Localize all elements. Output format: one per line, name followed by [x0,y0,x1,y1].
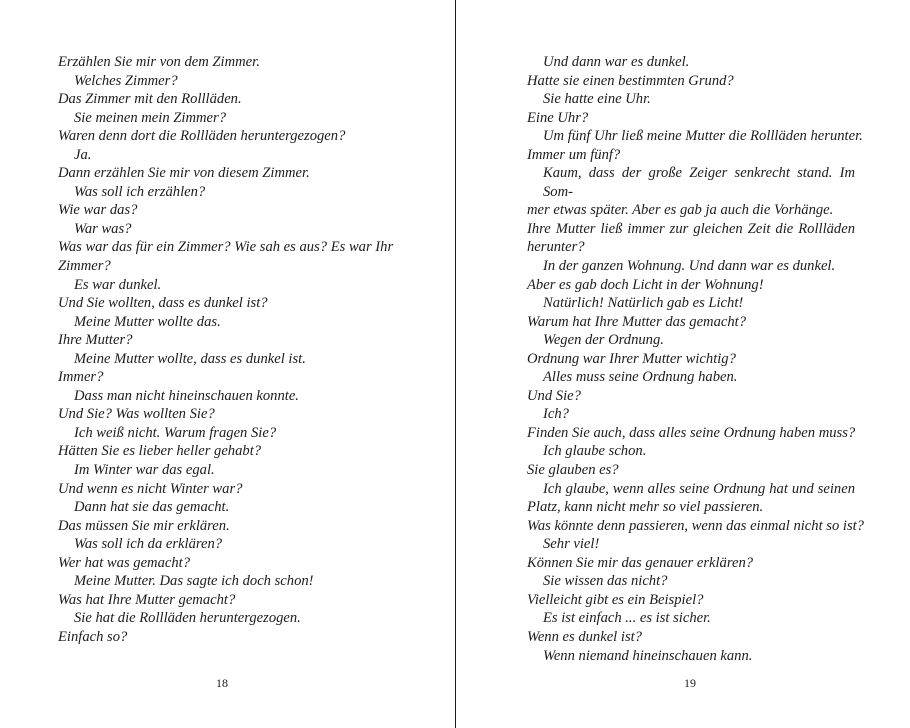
answer-line: Und dann war es dunkel. [543,54,690,70]
answer-line: War was? [74,220,132,237]
question-line: Warum hat Ihre Mutter das gemacht? [527,313,747,330]
question-line: Wenn es dunkel ist? [527,628,642,645]
answer-line: Ich glaube, wenn alles seine Ordnung hat und seinen [543,480,855,497]
question-line: Wer hat was gemacht? [58,554,191,571]
question-line: mer etwas später. Aber es gab ja auch die Vorhänge. [527,202,834,219]
question-line: Und wenn es nicht Winter war? [58,480,243,497]
answer-line: Dann hat sie das gemacht. [74,499,230,516]
question-line: Dann erzählen Sie mir von diesem Zimmer. [58,165,310,182]
answer-line: Sehr viel! [543,536,600,553]
question-line: Erzählen Sie mir von dem Zimmer. [58,54,260,70]
answer-line: Welches Zimmer? [74,72,178,89]
question-line: Was war das für ein Zimmer? Wie sah es aus? Es war Ihr [58,239,394,256]
answer-line: Alles muss seine Ordnung haben. [543,369,738,386]
answer-line: Meine Mutter wollte das. [74,313,221,330]
answer-line: In der ganzen Wohnung. Und dann war es dunkel. [543,258,836,275]
answer-line: Sie hatte eine Uhr. [543,91,651,108]
answer-line: Im Winter war das egal. [74,462,215,479]
answer-line: Was soll ich da erklären? [74,536,223,553]
answer-line: Natürlich! Natürlich gab es Licht! [543,295,744,312]
answer-line: Sie wissen das nicht? [543,573,668,590]
question-line: Hatte sie einen bestimmten Grund? [527,72,734,89]
answer-line: Es war dunkel. [74,276,162,293]
question-line: Das Zimmer mit den Rollläden. [58,91,242,108]
answer-line: Was soll ich erzählen? [74,183,206,200]
question-line: Waren denn dort die Rollläden heruntergezogen? [58,128,346,145]
question-line: Sie glauben es? [527,462,619,479]
question-line: Ihre Mutter ließ immer zur gleichen Zeit die Rollläden [527,220,855,237]
answer-line: Wenn niemand hineinschauen kann. [543,647,753,664]
left-page-text [58,53,394,647]
answer-line: Kaum, dass der große Zeiger senkrecht stand. Im Som- [543,165,855,200]
question-line: Und Sie wollten, dass es dunkel ist? [58,295,268,312]
question-line: herunter? [527,239,585,256]
right-page-number: 19 [684,676,696,690]
question-line: Was könnte denn passieren, wenn das einmal nicht so ist? [527,517,864,534]
answer-line: Wegen der Ordnung. [543,332,664,349]
question-line: Immer um fünf? [527,146,621,163]
question-line: Und Sie? [527,387,581,404]
question-line: Eine Uhr? [527,109,589,126]
question-line: Wie war das? [58,202,138,219]
question-line: Können Sie mir das genauer erklären? [527,554,754,571]
answer-line: Meine Mutter. Das sagte ich doch schon! [74,573,314,590]
answer-line: Meine Mutter wollte, dass es dunkel ist. [74,350,306,367]
answer-line: Sie hat die Rollläden heruntergezogen. [74,610,301,627]
question-line: Aber es gab doch Licht in der Wohnung! [527,276,764,293]
question-line: Einfach so? [58,628,128,645]
question-line: Vielleicht gibt es ein Beispiel? [527,591,704,608]
answer-line: Ich weiß nicht. Warum fragen Sie? [74,424,277,441]
answer-line: Ich? [543,406,569,423]
answer-line: Sie meinen mein Zimmer? [74,109,226,126]
question-line: Und Sie? Was wollten Sie? [58,406,215,423]
question-line: Finden Sie auch, dass alles seine Ordnung haben muss? [527,424,856,441]
question-line: Ordnung war Ihrer Mutter wichtig? [527,350,736,367]
question-line: Zimmer? [58,258,111,275]
answer-line: Ich glaube schon. [543,443,647,460]
question-line: Platz, kann nicht mehr so viel passieren. [527,499,764,516]
page-gutter-divider [455,0,456,728]
answer-line: Dass man nicht hineinschauen konnte. [74,387,299,404]
answer-line: Ja. [74,146,92,163]
question-line: Hätten Sie es lieber heller gehabt? [58,443,262,460]
question-line: Das müssen Sie mir erklären. [58,517,230,534]
question-line: Ihre Mutter? [58,332,133,349]
right-page-text [527,53,864,665]
answer-line: Um fünf Uhr ließ meine Mutter die Rollläden herunter. [543,128,863,145]
question-line: Was hat Ihre Mutter gemacht? [58,591,236,608]
answer-line: Es ist einfach ... es ist sicher. [543,610,711,627]
question-line: Immer? [58,369,104,386]
left-page-number: 18 [216,676,228,690]
